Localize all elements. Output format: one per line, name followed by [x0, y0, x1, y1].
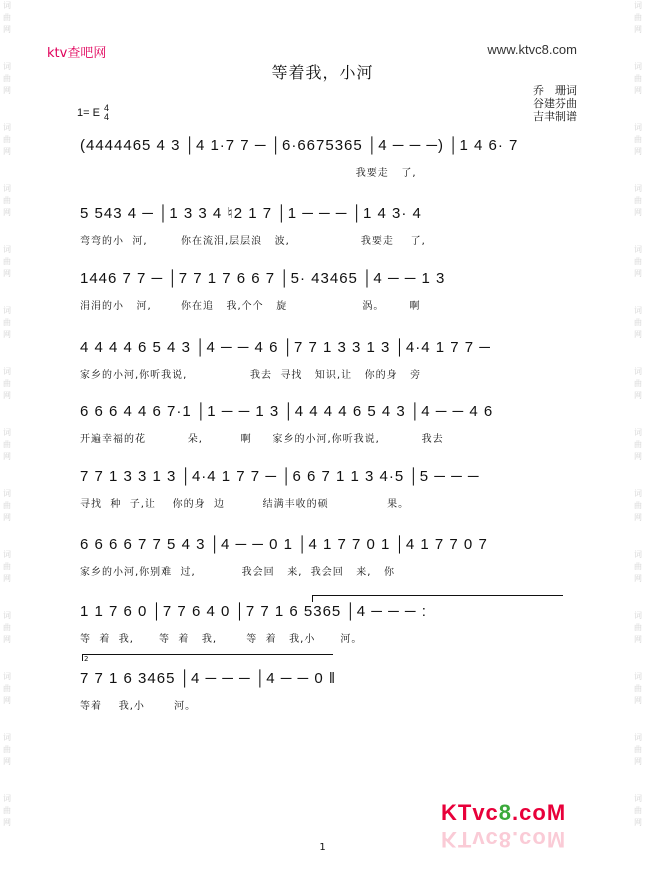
time-signature — [104, 104, 109, 122]
lyric-line: 弯弯的小 河, 你在流泪,层层浪 波, 我要走 了, — [80, 236, 426, 247]
key-signature — [77, 104, 109, 122]
watermark-char: 词 — [3, 428, 11, 437]
watermark-char: 曲 — [634, 806, 642, 815]
notation-line: 4 4 4 4 6 5 4 3 │4 ─ ─ 4 6 │7 7 1 3 3 1 3 │4·4 1 7 7 ─ — [80, 338, 491, 356]
watermark-char: 网 — [634, 86, 642, 95]
watermark-group — [3, 732, 11, 768]
key-label: 1= E — [77, 107, 100, 119]
watermark-char: 曲 — [3, 318, 11, 327]
watermark-char: 网 — [3, 391, 11, 400]
watermark-group — [634, 244, 642, 280]
watermark-group — [3, 305, 11, 341]
watermark-char: 网 — [3, 635, 11, 644]
watermark-char: 曲 — [3, 196, 11, 205]
watermark-char: 曲 — [3, 257, 11, 266]
watermark-char: 网 — [634, 330, 642, 339]
lyric-line: 等 着 我, 等 着 我, 等 着 我,小 河。 — [80, 634, 363, 645]
lyric-line: 涓涓的小 河, 你在追 我,个个 旋 涡。 啊 — [80, 301, 421, 312]
lyric-line: 家乡的小河,你听我说, 我去 寻找 知识,让 你的身 旁 — [80, 370, 422, 381]
watermark-char: 网 — [3, 86, 11, 95]
watermark-char: 曲 — [634, 318, 642, 327]
watermark-group — [3, 549, 11, 585]
watermark-char: 词 — [3, 306, 11, 315]
watermark-char: 词 — [3, 62, 11, 71]
watermark-char: 曲 — [3, 745, 11, 754]
watermark-char: 词 — [3, 489, 11, 498]
watermark-char: 词 — [634, 794, 642, 803]
watermark-char: 网 — [3, 513, 11, 522]
brand-part: .coM — [512, 827, 567, 852]
watermark-group — [634, 366, 642, 402]
watermark-group — [634, 732, 642, 768]
watermark-char: 网 — [634, 757, 642, 766]
watermark-char: 曲 — [3, 806, 11, 815]
watermark-char: 网 — [634, 635, 642, 644]
watermark-char: 词 — [3, 550, 11, 559]
watermark-group — [3, 122, 11, 158]
brand-part: KTvc — [441, 827, 499, 852]
lyric-line: 开遍幸福的花 朵, 啊 家乡的小河,你听我说, 我去 — [80, 434, 444, 445]
watermark-char: 网 — [634, 25, 642, 34]
watermark-char: 词 — [3, 794, 11, 803]
watermark-char: 词 — [634, 367, 642, 376]
watermark-group — [634, 793, 642, 829]
watermark-char: 曲 — [634, 623, 642, 632]
watermark-char: 网 — [634, 208, 642, 217]
watermark-char: 曲 — [3, 379, 11, 388]
watermark-char: 网 — [3, 330, 11, 339]
watermark-char: 曲 — [3, 501, 11, 510]
brand-part: 8 — [498, 800, 513, 825]
left-watermark-column — [0, 0, 14, 891]
watermark-char: 网 — [3, 696, 11, 705]
watermark-char: 曲 — [634, 562, 642, 571]
notation-line: 6 6 6 4 4 6 7·1 │1 ─ ─ 1 3 │4 4 4 4 6 5 4 3 │4 ─ ─ 4 6 — [80, 402, 494, 420]
second-ending-bracket — [82, 654, 333, 661]
watermark-group — [3, 793, 11, 829]
watermark-char: 词 — [3, 672, 11, 681]
watermark-char: 词 — [3, 1, 11, 10]
watermark-char: 曲 — [3, 684, 11, 693]
watermark-group — [3, 427, 11, 463]
watermark-group — [634, 488, 642, 524]
time-bottom: 4 — [103, 112, 109, 122]
watermark-char: 网 — [634, 391, 642, 400]
watermark-char: 曲 — [634, 440, 642, 449]
time-top: 4 — [103, 103, 109, 113]
watermark-char: 曲 — [634, 501, 642, 510]
watermark-char: 曲 — [634, 257, 642, 266]
watermark-char: 词 — [3, 733, 11, 742]
watermark-group — [3, 488, 11, 524]
brand-part: KTvc — [441, 800, 499, 825]
watermark-group — [634, 427, 642, 463]
watermark-char: 曲 — [634, 196, 642, 205]
watermark-char: 网 — [3, 269, 11, 278]
watermark-char: 网 — [634, 269, 642, 278]
watermark-char: 曲 — [634, 745, 642, 754]
watermark-char: 网 — [634, 696, 642, 705]
notation-line: 7 7 1 3 3 1 3 │4·4 1 7 7 ─ │6 6 7 1 1 3 4·5 │5 ─ ─ ─ — [80, 467, 480, 485]
watermark-char: 曲 — [634, 684, 642, 693]
watermark-group — [3, 366, 11, 402]
lyric-line: 我要走 了, — [80, 168, 417, 179]
watermark-char: 网 — [3, 574, 11, 583]
watermark-char: 曲 — [634, 135, 642, 144]
watermark-group — [634, 183, 642, 219]
credits — [533, 84, 577, 123]
watermark-char: 曲 — [634, 13, 642, 22]
watermark-group — [634, 671, 642, 707]
watermark-char: 词 — [3, 123, 11, 132]
watermark-group — [634, 610, 642, 646]
watermark-char: 词 — [634, 550, 642, 559]
watermark-char: 词 — [634, 611, 642, 620]
watermark-char: 网 — [634, 513, 642, 522]
watermark-char: 网 — [3, 818, 11, 827]
watermark-char: 曲 — [3, 440, 11, 449]
watermark-group — [3, 0, 11, 36]
lyric-line: 等着 我,小 河。 — [80, 701, 197, 712]
watermark-char: 曲 — [3, 13, 11, 22]
watermark-char: 曲 — [634, 74, 642, 83]
brand-part: .coM — [512, 800, 567, 825]
watermark-char: 词 — [634, 428, 642, 437]
watermark-char: 网 — [634, 452, 642, 461]
watermark-char: 词 — [3, 184, 11, 193]
watermark-char: 曲 — [3, 74, 11, 83]
composer: 谷建芬曲 — [533, 97, 577, 110]
watermark-char: 网 — [634, 147, 642, 156]
watermark-char: 网 — [3, 25, 11, 34]
watermark-char: 词 — [634, 123, 642, 132]
notation-line: 1446 7 7 ─ │7 7 1 7 6 6 7 │5· 43465 │4 ─ ─ 1 3 — [80, 269, 446, 287]
watermark-char: 词 — [634, 1, 642, 10]
watermark-char: 网 — [3, 208, 11, 217]
brand-logo[interactable] — [441, 800, 566, 826]
brand-logo-reflection — [441, 826, 566, 852]
brand-part: 8 — [498, 827, 513, 852]
watermark-char: 词 — [634, 306, 642, 315]
watermark-group — [3, 183, 11, 219]
watermark-group — [3, 610, 11, 646]
watermark-char: 词 — [3, 245, 11, 254]
watermark-char: 网 — [634, 818, 642, 827]
watermark-char: 词 — [634, 184, 642, 193]
notation-line: 6 6 6 6 7 7 5 4 3 │4 ─ ─ 0 1 │4 1 7 7 0 1 │4 1 7 7 0 7 — [80, 535, 488, 553]
engraver: 吉聿制谱 — [533, 110, 577, 123]
watermark-group — [3, 244, 11, 280]
song-title: 等着我，小河 — [271, 63, 374, 82]
watermark-group — [634, 305, 642, 341]
watermark-char: 网 — [3, 757, 11, 766]
lyric-line: 寻找 种 子,让 你的身 边 结满丰收的硕 果。 — [80, 499, 410, 510]
watermark-char: 词 — [634, 733, 642, 742]
watermark-group — [3, 671, 11, 707]
watermark-group — [634, 549, 642, 585]
watermark-char: 词 — [3, 611, 11, 620]
watermark-char: 词 — [634, 672, 642, 681]
notation-line: 5 543 4 ─ │1 3 3 4 ♮2 1 7 │1 ─ ─ ─ │1 4 3· 4 — [80, 205, 422, 222]
right-watermark-column — [631, 0, 645, 891]
notation-line: (4444465 4 3 │4 1·7 7 ─ │6·6675365 │4 ─ ─ ─) │1 4 6· 7 — [80, 136, 519, 154]
watermark-char: 网 — [634, 574, 642, 583]
watermark-char: 曲 — [3, 623, 11, 632]
notation-line: 7 7 1 6 3465 │4 ─ ─ ─ │4 ─ ─ 0 ‖ — [80, 669, 337, 687]
site-logo[interactable]: ktv查吧网 — [47, 46, 107, 61]
lyricist: 乔 珊词 — [533, 84, 577, 97]
watermark-char: 词 — [634, 489, 642, 498]
watermark-char: 词 — [634, 245, 642, 254]
site-url[interactable]: www.ktvc8.com — [487, 42, 577, 57]
watermark-char: 曲 — [3, 562, 11, 571]
watermark-char: 词 — [3, 367, 11, 376]
watermark-char: 曲 — [634, 379, 642, 388]
watermark-group — [634, 122, 642, 158]
notation-line: 1 1 7 6 0 │7 7 6 4 0 │7 7 1 6 5365 │4 ─ ─ ─ : — [80, 602, 427, 620]
watermark-group — [634, 0, 642, 36]
watermark-char: 词 — [634, 62, 642, 71]
watermark-char: 曲 — [3, 135, 11, 144]
watermark-char: 网 — [3, 452, 11, 461]
watermark-char: 网 — [3, 147, 11, 156]
page-number: 1 — [319, 842, 326, 853]
volta-number: 2 — [84, 655, 89, 663]
lyric-line: 家乡的小河,你别难 过, 我会回 来, 我会回 来, 你 — [80, 567, 396, 578]
